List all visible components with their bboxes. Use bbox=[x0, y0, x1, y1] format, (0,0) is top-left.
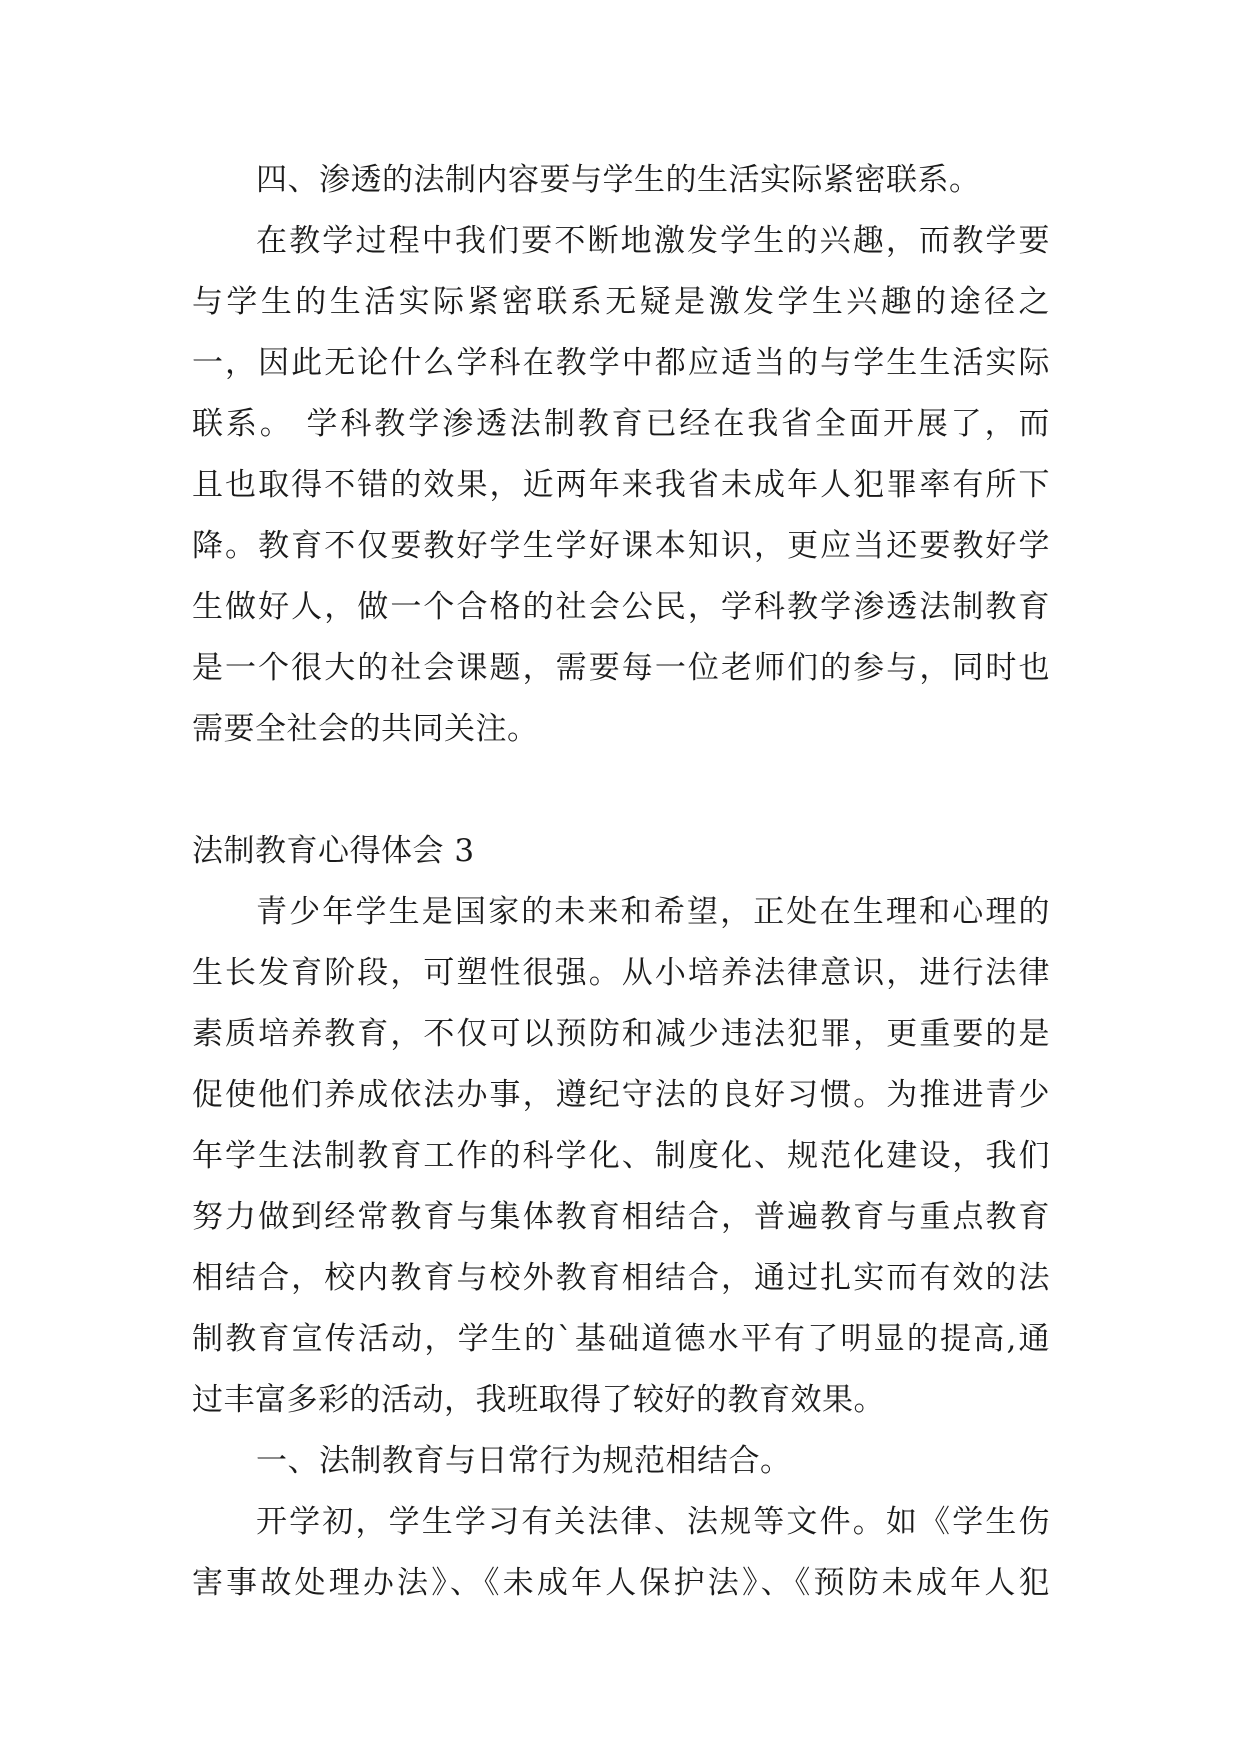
paragraph-line: 过丰富多彩的活动，我班取得了较好的教育效果。 bbox=[192, 1382, 885, 1418]
paragraph-line: 年学生法制教育工作的科学化、制度化、规范化建设，我们 bbox=[192, 1138, 1050, 1174]
paragraph-line: 促使他们养成依法办事，遵纪守法的良好习惯。为推进青少 bbox=[192, 1077, 1050, 1113]
paragraph-line: 制教育宣传活动，学生的`基础道德水平有了明显的提高,通 bbox=[192, 1321, 1050, 1357]
paragraph-line: 与学生的生活实际紧密联系无疑是激发学生兴趣的途径之 bbox=[192, 284, 1050, 320]
document-page bbox=[192, 150, 1050, 1614]
paragraph-line: 联系。 学科教学渗透法制教育已经在我省全面开展了，而 bbox=[192, 406, 1050, 442]
paragraph-line: 青少年学生是国家的未来和希望，正处在生理和心理的 bbox=[256, 894, 1050, 930]
paragraph-line: 害事故处理办法》、《未成年人保护法》、《预防未成年人犯 bbox=[192, 1565, 1050, 1601]
paragraph-line: 降。教育不仅要教好学生学好课本知识，更应当还要教好学 bbox=[192, 528, 1050, 564]
paragraph-line: 一，因此无论什么学科在教学中都应适当的与学生生活实际 bbox=[192, 345, 1050, 381]
section-heading: 法制教育心得体会 3 bbox=[192, 833, 475, 869]
section-spacer bbox=[192, 760, 1050, 821]
paragraph-line: 在教学过程中我们要不断地激发学生的兴趣，而教学要 bbox=[256, 223, 1050, 259]
paragraph-line: 且也取得不错的效果，近两年来我省未成年人犯罪率有所下 bbox=[192, 467, 1050, 503]
subsection-point-one: 一、法制教育与日常行为规范相结合。 bbox=[256, 1443, 792, 1479]
paragraph-line: 努力做到经常教育与集体教育相结合，普遍教育与重点教育 bbox=[192, 1199, 1050, 1235]
paragraph-line: 需要全社会的共同关注。 bbox=[192, 711, 539, 747]
paragraph-line: 生长发育阶段，可塑性很强。从小培养法律意识，进行法律 bbox=[192, 955, 1050, 991]
paragraph-line: 素质培养教育，不仅可以预防和减少违法犯罪，更重要的是 bbox=[192, 1016, 1050, 1052]
paragraph-line: 开学初，学生学习有关法律、法规等文件。如《学生伤 bbox=[256, 1504, 1050, 1540]
paragraph-line: 相结合，校内教育与校外教育相结合，通过扎实而有效的法 bbox=[192, 1260, 1050, 1296]
paragraph-line: 生做好人，做一个合格的社会公民，学科教学渗透法制教育 bbox=[192, 589, 1050, 625]
section-point-four: 四、渗透的法制内容要与学生的生活实际紧密联系。 bbox=[256, 162, 981, 198]
paragraph-line: 是一个很大的社会课题，需要每一位老师们的参与，同时也 bbox=[192, 650, 1050, 686]
